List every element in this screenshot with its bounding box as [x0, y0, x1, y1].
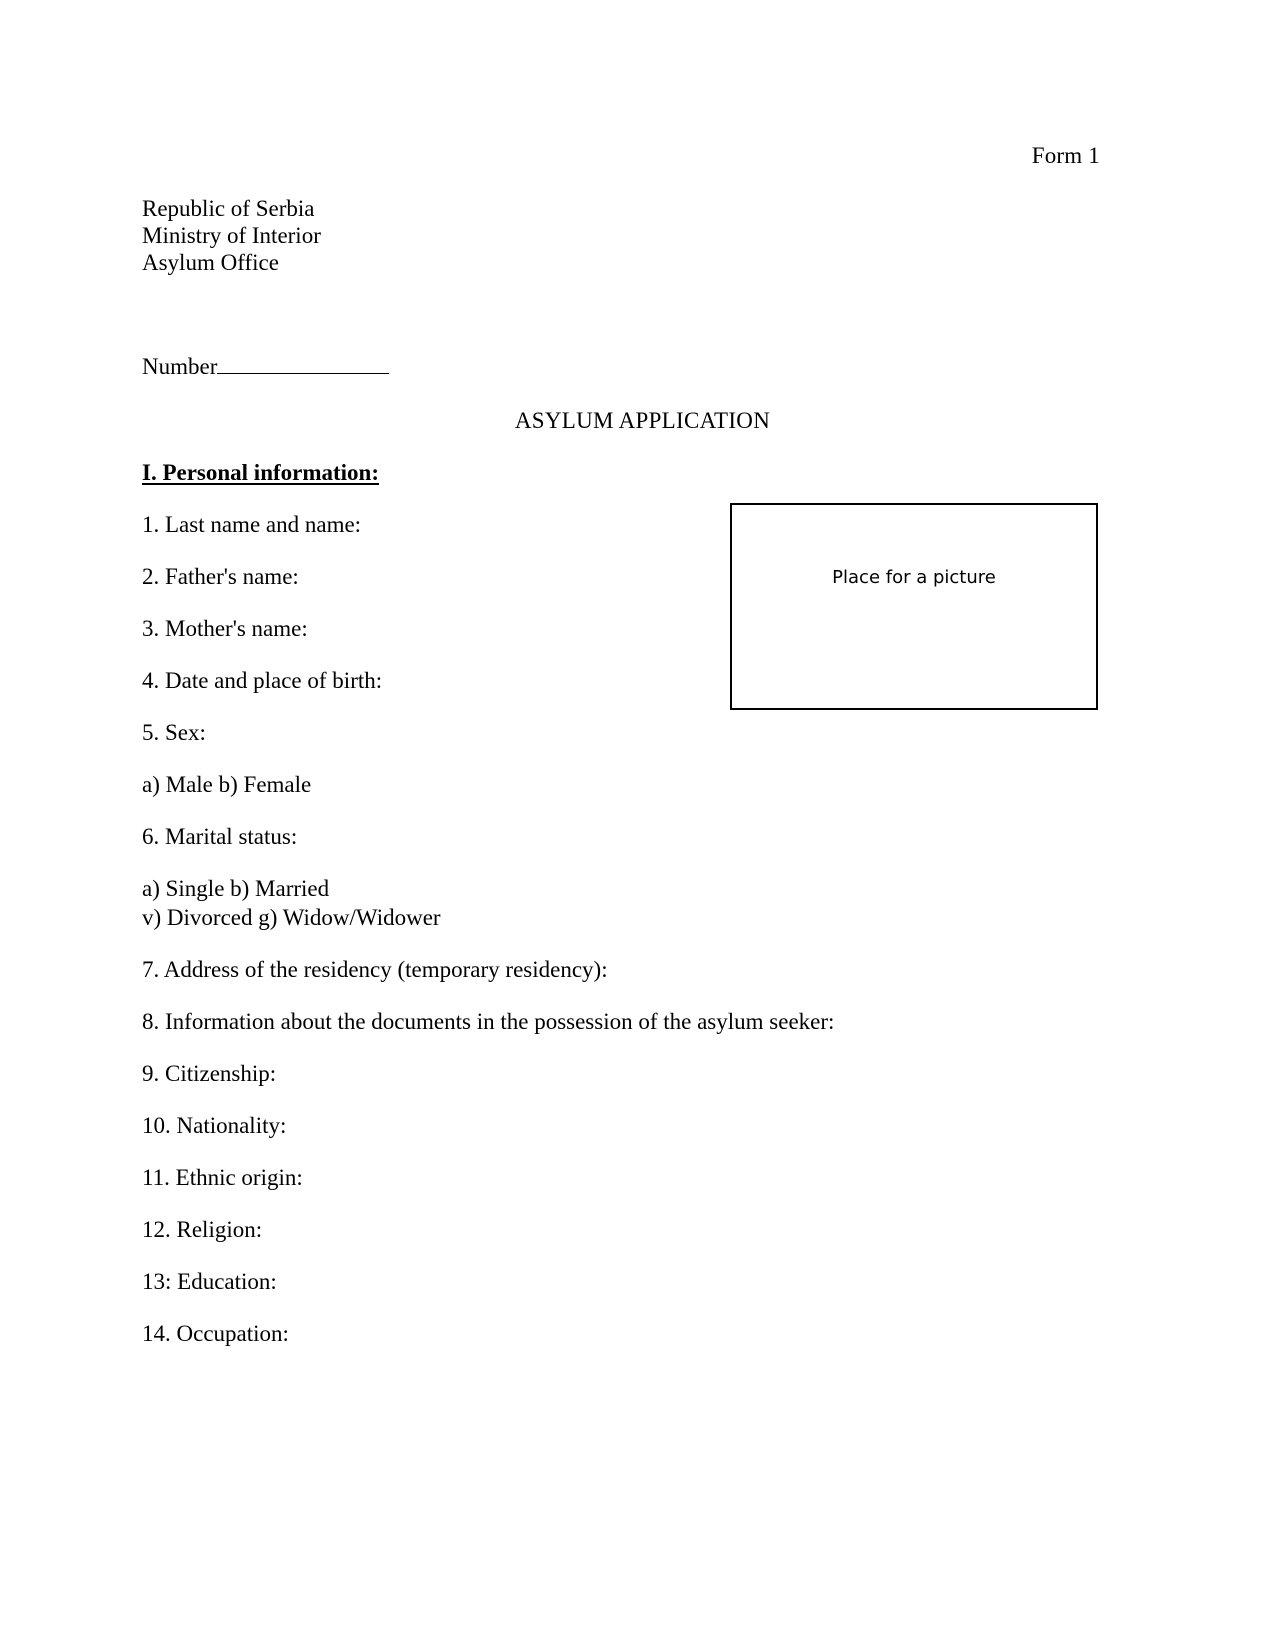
question-item-8: 8. Information about the documents in the possession of the asylum seeker:	[142, 1009, 835, 1034]
question-item-5-options: a) Male b) Female	[142, 772, 312, 797]
question-item-2: 2. Father's name:	[142, 564, 299, 589]
picture-placeholder-label: Place for a picture	[832, 567, 996, 588]
question-item-3: 3. Mother's name:	[142, 616, 308, 641]
number-field-label: Number	[142, 354, 218, 379]
issuing-authority-block	[142, 195, 321, 276]
question-item-14: 14. Occupation:	[142, 1321, 289, 1346]
authority-line-office: Asylum Office	[142, 250, 279, 275]
question-item-5-sex: 5. Sex:	[142, 720, 206, 745]
marital-options-line-2: v) Divorced g) Widow/Widower	[142, 905, 441, 930]
question-item-4: 4. Date and place of birth:	[142, 668, 383, 693]
question-item-10: 10. Nationality:	[142, 1113, 287, 1138]
page-title: ASYLUM APPLICATION	[514, 408, 771, 433]
question-item-9: 9. Citizenship:	[142, 1061, 277, 1086]
authority-line-ministry: Ministry of Interior	[142, 223, 321, 248]
marital-options-line-1: a) Single b) Married	[142, 876, 330, 901]
question-item-12: 12. Religion:	[142, 1217, 263, 1242]
authority-line-country: Republic of Serbia	[142, 196, 315, 221]
question-item-11: 11. Ethnic origin:	[142, 1165, 303, 1190]
form-number-label: Form 1	[1031, 143, 1100, 168]
question-item-6-marital-status: 6. Marital status:	[142, 824, 298, 849]
number-field-blank[interactable]	[217, 355, 389, 374]
picture-placeholder-box[interactable]	[730, 503, 1098, 710]
question-item-6-options	[142, 874, 1042, 932]
question-item-13: 13: Education:	[142, 1269, 277, 1294]
number-field	[142, 352, 389, 381]
question-item-1: 1. Last name and name:	[142, 512, 362, 537]
question-item-7: 7. Address of the residency (temporary residency):	[142, 957, 608, 982]
section-heading-personal-information: I. Personal information:	[142, 460, 380, 485]
